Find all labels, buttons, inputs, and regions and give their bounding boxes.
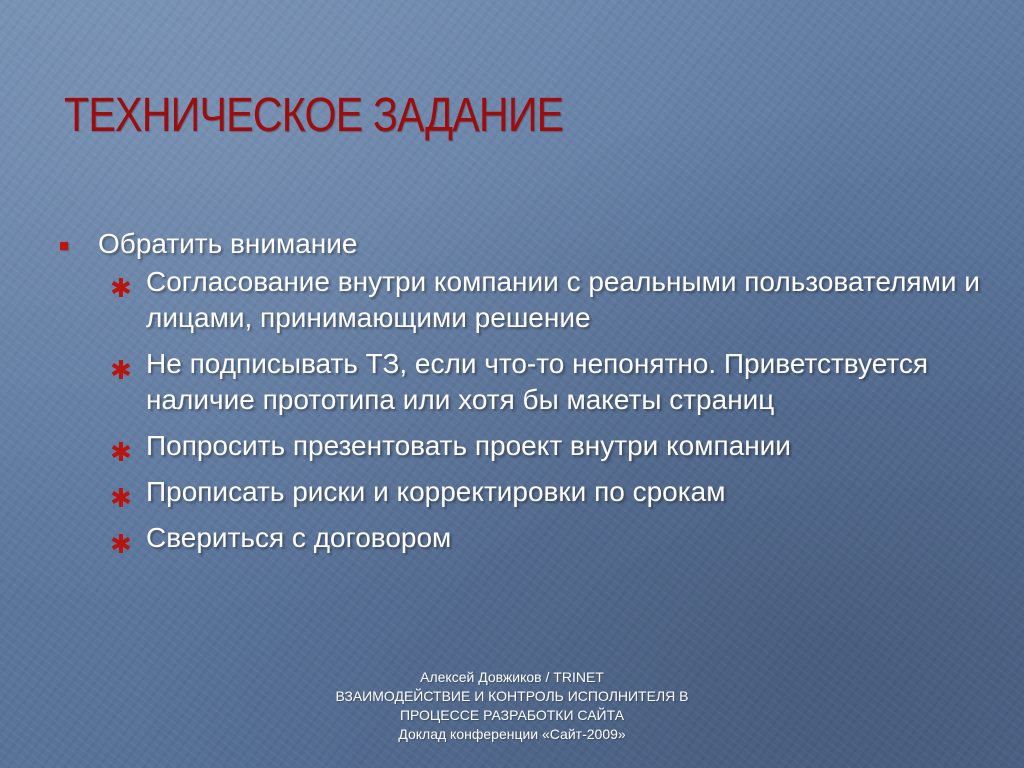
slide-title: ТЕХНИЧЕСКОЕ ЗАДАНИЕ	[64, 89, 564, 142]
sub-bullet-list	[60, 264, 980, 559]
footer-topic-line-2: ПРОЦЕССЕ РАЗРАБОТКИ САЙТА	[399, 707, 625, 723]
footer-author: Алексей Довжиков / TRINET	[420, 669, 604, 685]
footer-topic-line-1: ВЗАИМОДЕЙСТВИЕ И КОНТРОЛЬ ИСПОЛНИТЕЛЯ В	[335, 688, 689, 704]
sub-bullet-text: Попросить презентовать проект внутри компании	[146, 430, 791, 461]
sub-bullet-text: Не подписывать ТЗ, если что-то непонятно. Приветствуется наличие прототипа или хотя бы макеты страниц	[146, 348, 929, 415]
sub-bullet-item	[110, 346, 980, 418]
sub-bullet-text: Прописать риски и корректировки по срокам	[146, 476, 726, 507]
slide-content	[60, 226, 980, 566]
slide-footer	[270, 668, 754, 744]
sub-bullet-text: Согласование внутри компании с реальными пользователями и лицами, принимающими решение	[146, 266, 980, 333]
sub-bullet-item	[110, 520, 980, 559]
footer-conference: Доклад конференции «Сайт-2009»	[398, 726, 626, 742]
sub-bullet-item	[110, 428, 980, 467]
square-bullet-icon	[60, 242, 68, 250]
asterisk-bullet-icon: ✱	[110, 529, 132, 559]
asterisk-bullet-icon: ✱	[110, 437, 132, 467]
asterisk-bullet-icon: ✱	[110, 355, 132, 385]
asterisk-bullet-icon: ✱	[110, 483, 132, 513]
sub-bullet-item	[110, 264, 980, 336]
asterisk-bullet-icon: ✱	[110, 273, 132, 303]
main-bullet-item	[60, 226, 980, 262]
sub-bullet-text: Свериться с договором	[146, 522, 452, 553]
sub-bullet-item	[110, 474, 980, 513]
main-bullet-text: Обратить внимание	[98, 228, 358, 259]
